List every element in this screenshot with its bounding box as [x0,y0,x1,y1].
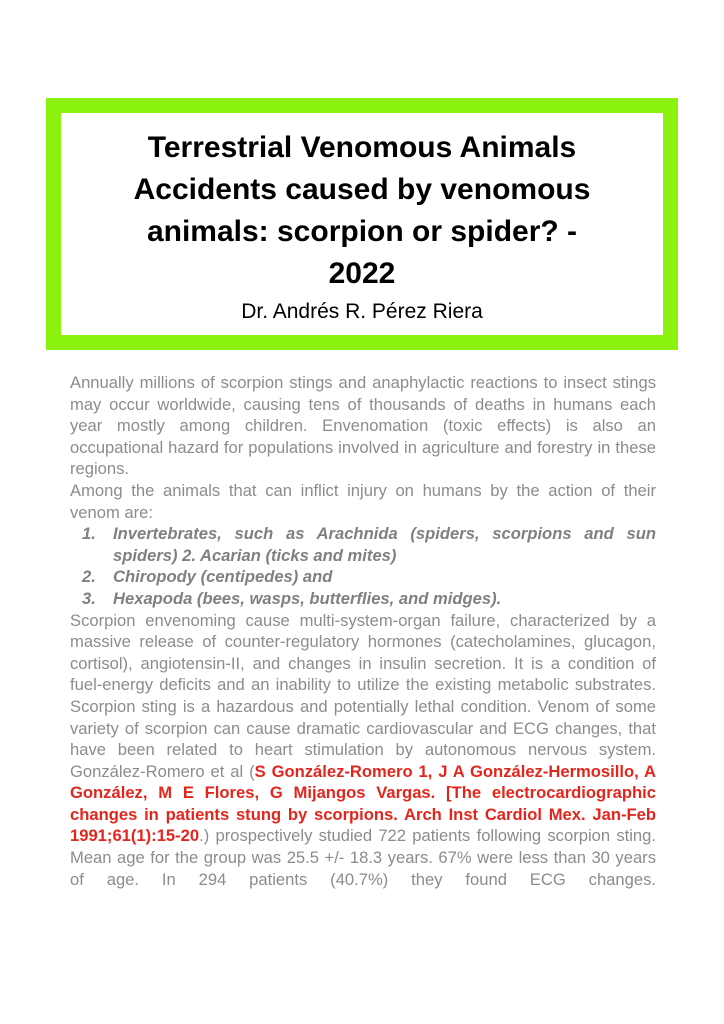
list-item-text: Hexapoda (bees, wasps, butterflies, and midges). [113,588,502,608]
list-item-text: Chiropody (centipedes) and [113,567,333,587]
reference-close: .) [199,826,210,846]
reference-citation: S González-Romero 1, J A González-Hermosillo, A González, M E Flores, G Mijangos Vargas. [The electrocardiographic changes in patients stung by scorpions. Arch Inst Cardiol Mex. Jan-Feb 1991;61(1):15-20 [70,761,656,846]
animal-list [70,523,656,609]
list-number: 1. [82,524,96,544]
paragraph-animals: Among the animals that can inflict injury on humans by the action of their venom are: [70,480,656,522]
list-number: 2. [82,567,96,587]
title-line: Terrestrial Venomous Animals [147,131,577,164]
list-item-text: Invertebrates, such as Arachnida (spiders, scorpions and sun spiders) 2. Acarian (ticks and mites) [113,524,656,565]
paragraph-intro: Annually millions of scorpion stings and anaphylactic reactions to insect stings may occur worldwide, causing tens of thousands of deaths in humans each year mostly among children. Envenomation (toxic effects) is also an occupational hazard for populations involved in agriculture and forestry in these regions. [70,373,656,479]
document-title [67,127,657,295]
author-name: Dr. Andrés R. Pérez Riera [241,300,483,323]
list-item [70,588,656,610]
title-line: 2022 [328,257,396,290]
list-item [70,523,656,566]
paragraph-envenoming-text: Scorpion envenoming cause multi-system-organ failure, characterized by a massive release of counter-regulatory hormones (catecholamines, glucagon, cortisol), angiotensin-II, and changes in insulin secretion. It is a condition of fuel-energy deficits and an inability to utilize the existing metabolic substrates. Scorpion sting is a hazardous and potentially lethal condition. Venom of some variety of scorpion can cause dramatic cardiovascular and ECG changes, that have been related to heart stimulation by autonomous nervous system. González-Romero et al ( [70,610,656,781]
paragraph-envenoming-tail: prospectively studied 722 patients following scorpion sting. Mean age for the group was 25.5 +/- 18.3 years. 67% were less than 30 years of age. In 294 patients (40.7%) they found ECG changes. [70,826,656,889]
document-body [70,372,656,890]
list-item [70,566,656,588]
list-number: 3. [82,588,96,608]
title-line: Accidents caused by venomous [133,173,591,206]
paragraph-envenoming [70,610,656,891]
title-line: animals: scorpion or spider? - [146,215,578,248]
title-box [46,98,678,350]
